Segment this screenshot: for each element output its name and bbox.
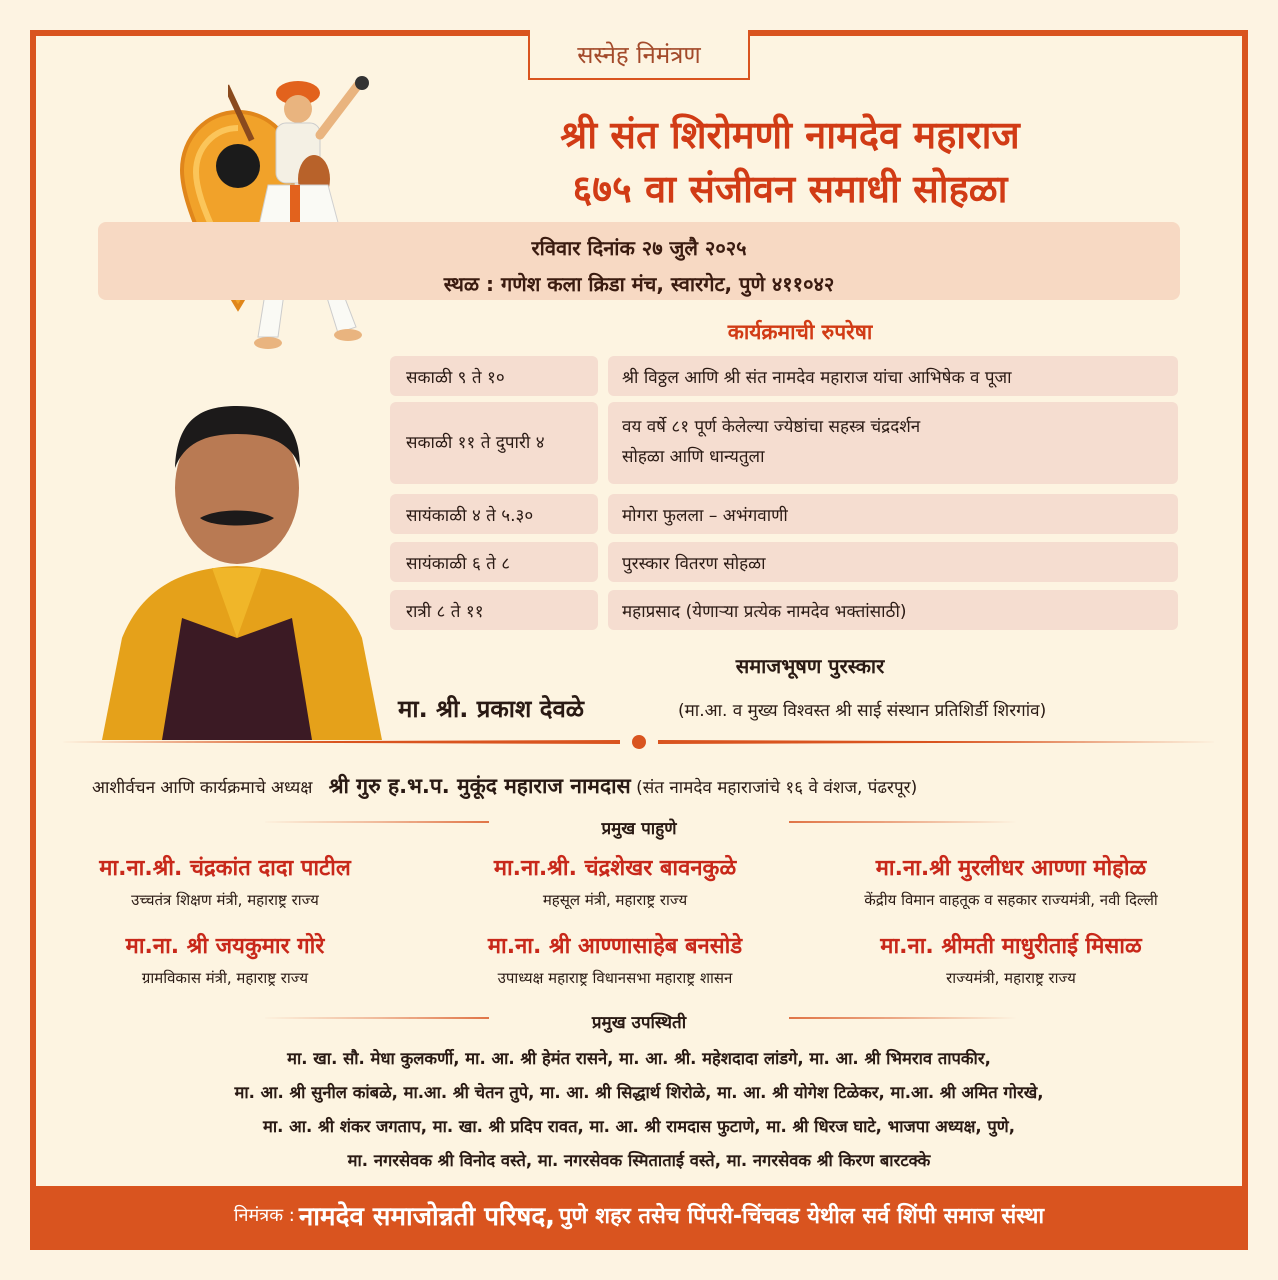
program-event: श्री विठ्ठल आणि श्री संत नामदेव महाराज यांचा आभिषेक व पूजा <box>608 356 1178 396</box>
guest-desc: ग्रामविकास मंत्री, महाराष्ट्र राज्य <box>141 969 309 987</box>
program-time: सकाळी ९ ते १० <box>390 356 598 396</box>
guest-name: मा.ना.श्री मुरलीधर आण्णा मोहोळ <box>875 856 1147 881</box>
organizer-rest: पुणे शहर तसेच पिंपरी-चिंचवड येथील सर्व शिंपी समाज संस्था <box>559 1204 1045 1229</box>
guest-name: मा.ना. श्रीमती माधुरीताई मिसाळ <box>880 934 1142 959</box>
program-time: सायंकाळी ४ ते ५.३० <box>390 494 598 534</box>
guest-card <box>826 852 1196 910</box>
guest-card <box>826 930 1196 988</box>
program-time: सायंकाळी ६ ते ८ <box>390 542 598 582</box>
award-heading: समाजभूषण पुरस्कार <box>735 654 885 678</box>
program-event-line-1: वय वर्षे ८१ पूर्ण केलेल्या ज्येष्ठांचा सहस्त्र चंद्रदर्शन <box>622 417 921 437</box>
award-recipient: मा. श्री. प्रकाश देवळे <box>398 695 585 723</box>
guest-desc: उच्चतंत्र शिक्षण मंत्री, महाराष्ट्र राज्य <box>131 891 319 909</box>
event-date: रविवार दिनांक २७ जुलै २०२५ <box>531 236 747 260</box>
guest-card <box>430 930 800 988</box>
ornamental-divider <box>60 732 1218 752</box>
guest-desc: केंद्रीय विमान वाहतूक व सहकार राज्यमंत्री, नवी दिल्ली <box>864 891 1158 909</box>
chairperson-line <box>92 772 1212 800</box>
event-title <box>380 108 1200 216</box>
invitation-tag: सस्नेह निमंत्रण <box>528 30 750 80</box>
presence-line: मा. खा. सौ. मेधा कुलकर्णी, मा. आ. श्री हेमंत रासने, मा. आ. श्री. महेशदादा लांडगे, मा. आ. श्री भिमराव तापकीर, <box>287 1049 991 1068</box>
guest-name: मा.ना. श्री आण्णासाहेब बनसोडे <box>487 934 743 959</box>
guest-card <box>40 852 410 910</box>
title-line-1: श्री संत शिरोमणी नामदेव महाराज <box>560 113 1020 157</box>
award-recipient-desc: (मा.आ. व मुख्य विश्वस्त श्री साई संस्थान प्रतिशिर्डी शिरगांव) <box>678 701 1047 721</box>
organizer-footer <box>36 1186 1242 1244</box>
guest-name: मा.ना. श्री जयकुमार गोरे <box>125 934 325 959</box>
program-event <box>608 402 1178 484</box>
guest-desc: महसूल मंत्री, महाराष्ट्र राज्य <box>542 891 688 909</box>
chairperson-name: श्री गुरु ह.भ.प. मुकूंद महाराज नामदास <box>328 774 631 798</box>
program-heading: कार्यक्रमाची रुपरेषा <box>727 320 873 344</box>
guest-card <box>40 930 410 988</box>
event-venue: स्थळ : गणेश कला क्रिडा मंच, स्वारगेट, पुणे ४११०४२ <box>443 272 835 296</box>
guest-name: मा.ना.श्री. चंद्रकांत दादा पाटील <box>99 856 351 881</box>
presence-line: मा. आ. श्री सुनील कांबळे, मा.आ. श्री चेतन तुपे, मा. आ. श्री सिद्धार्थ शिरोळे, मा. आ. श्री योगेश टिळेकर, मा.आ. श्री अमित गोरखे, <box>234 1083 1044 1102</box>
guest-name: मा.ना.श्री. चंद्रशेखर बावनकुळे <box>493 856 737 881</box>
honoree-portrait <box>92 388 382 740</box>
organizer-name: नामदेव समाजोन्नती परिषद, <box>298 1202 556 1232</box>
guest-desc: उपाध्यक्ष महाराष्ट्र विधानसभा महाराष्ट्र शासन <box>497 969 733 987</box>
presence-line: मा. आ. श्री शंकर जगताप, मा. खा. श्री प्रदिप रावत, मा. आ. श्री रामदास फुटाणे, मा. श्री धिरज घाटे, भाजपा अध्यक्ष, पुणे, <box>263 1117 1015 1136</box>
presence-line: मा. नगरसेवक श्री विनोद वस्ते, मा. नगरसेवक स्मिताताई वस्ते, मा. नगरसेवक श्री किरण बारटक्के <box>347 1151 931 1170</box>
guest-desc: राज्यमंत्री, महाराष्ट्र राज्य <box>946 969 1076 987</box>
presence-heading: प्रमुख उपस्थिती <box>489 1010 789 1033</box>
title-line-2: ६७५ वा संजीवन समाधी सोहळा <box>572 167 1008 211</box>
program-event: महाप्रसाद (येणाऱ्या प्रत्येक नामदेव भक्तांसाठी) <box>608 590 1178 630</box>
program-event: मोगरा फुलला – अभंगवाणी <box>608 494 1178 534</box>
chairperson-label: आशीर्वचन आणि कार्यक्रमाचे अध्यक्ष <box>92 778 313 798</box>
guest-card <box>430 852 800 910</box>
chairperson-desc: (संत नामदेव महाराजांचे १६ वे वंशज, पंढरपूर) <box>636 778 918 798</box>
program-time: सकाळी ११ ते दुपारी ४ <box>390 402 598 484</box>
program-event-line-2: सोहळा आणि धान्यतुला <box>622 447 765 467</box>
organizer-label: निमंत्रक : <box>233 1205 295 1226</box>
program-time: रात्री ८ ते ११ <box>390 590 598 630</box>
guests-heading: प्रमुख पाहुणे <box>489 816 789 839</box>
program-event: पुरस्कार वितरण सोहळा <box>608 542 1178 582</box>
